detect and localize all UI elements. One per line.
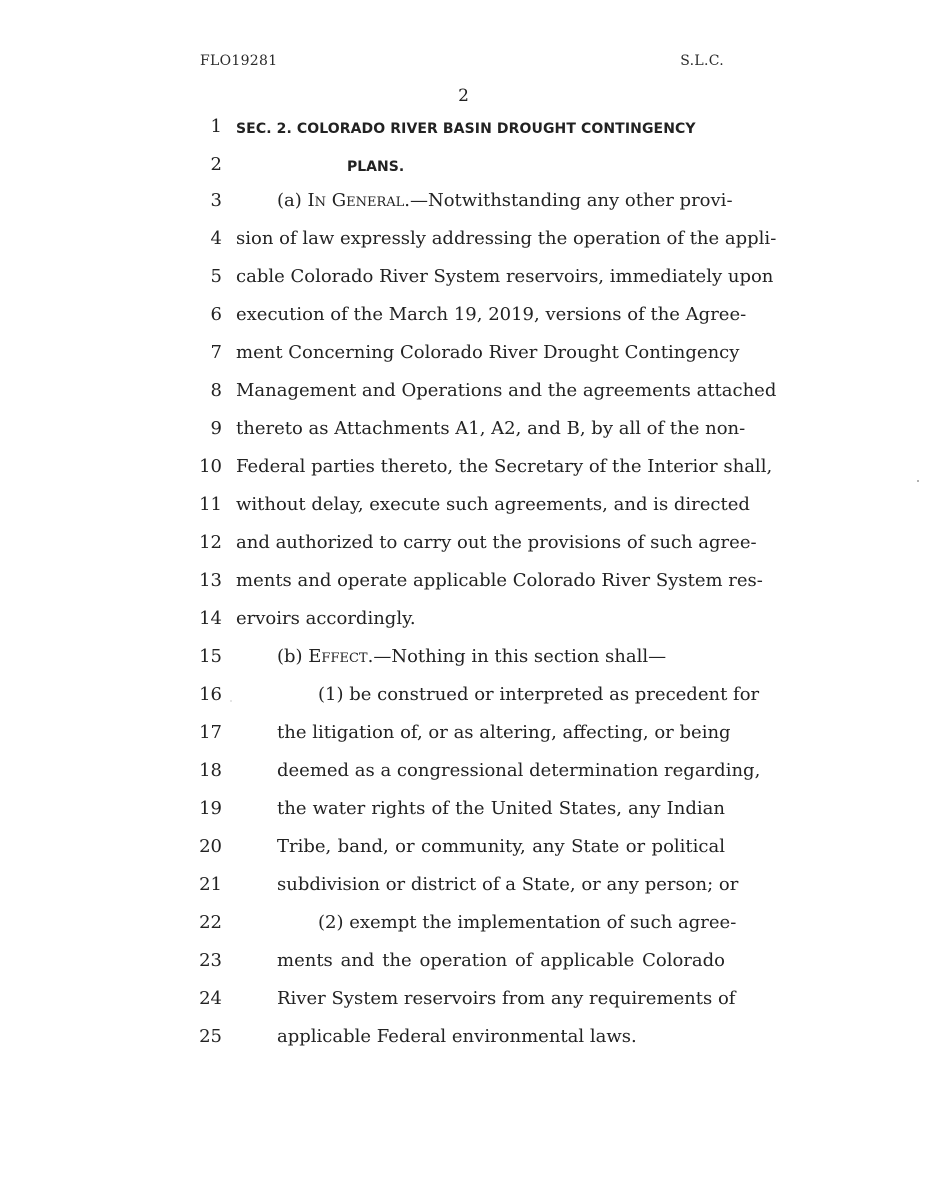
text-line [0, 912, 927, 950]
text-line [0, 456, 927, 494]
body-text: sion of law expressly addressing the operation of the appli- [236, 228, 777, 249]
text-line [0, 380, 927, 418]
line-number: 16 [199, 684, 222, 705]
text-line [0, 760, 927, 798]
line-number: 3 [210, 190, 222, 211]
line-number: 7 [210, 342, 222, 363]
line-number: 15 [199, 646, 222, 667]
text-line [0, 494, 927, 532]
line-number: 1 [210, 116, 222, 137]
subsection-a-label: (a) [277, 190, 308, 211]
subsection-b-start [277, 646, 666, 668]
text-line [0, 646, 927, 684]
paragraph-1-text: deemed as a congressional determination regarding, [277, 760, 761, 781]
body-text: ervoirs accordingly. [236, 608, 416, 629]
line-number: 12 [199, 532, 222, 553]
slc-marker: S.L.C. [680, 53, 724, 69]
document-id: FLO19281 [200, 53, 278, 69]
line-number: 11 [199, 494, 222, 515]
text-line [0, 154, 927, 192]
text-line [0, 228, 927, 266]
body-text: thereto as Attachments A1, A2, and B, by all of the non- [236, 418, 746, 439]
text-line [0, 836, 927, 874]
subsection-b-heading: Effect [308, 646, 368, 667]
paragraph-1-text: the litigation of, or as altering, affecting, or being [277, 722, 731, 743]
text-line [0, 116, 927, 154]
section-heading: SEC. 2. COLORADO RIVER BASIN DROUGHT CONTINGENCY [236, 121, 696, 137]
paragraph-2-text: River System reservoirs from any requirements of [277, 988, 736, 1009]
line-number: 25 [199, 1026, 222, 1047]
scan-speck [230, 700, 232, 702]
line-number: 23 [199, 950, 222, 971]
line-number: 20 [199, 836, 222, 857]
text-line [0, 418, 927, 456]
paragraph-1-text: Tribe, band, or community, any State or political [277, 836, 725, 857]
line-number: 6 [210, 304, 222, 325]
body-text: and authorized to carry out the provisions of such agree- [236, 532, 757, 553]
text-line [0, 190, 927, 228]
text-line [0, 342, 927, 380]
line-number: 17 [199, 722, 222, 743]
text-line [0, 874, 927, 912]
body-text: without delay, execute such agreements, and is directed [236, 494, 750, 515]
body-text: cable Colorado River System reservoirs, immediately upon [236, 266, 774, 287]
text-line [0, 304, 927, 342]
line-number: 2 [210, 154, 222, 175]
text-line [0, 722, 927, 760]
paragraph-1-text: the water rights of the United States, any Indian [277, 798, 725, 819]
line-number: 5 [210, 266, 222, 287]
subsection-a-heading: In General [307, 190, 405, 211]
body-text: ment Concerning Colorado River Drought Contingency [236, 342, 740, 363]
body-text: execution of the March 19, 2019, versions of the Agree- [236, 304, 747, 325]
paragraph-1-text: (1) be construed or interpreted as precedent for [318, 684, 760, 705]
paragraph-2-text: (2) exempt the implementation of such agree- [318, 912, 737, 933]
subsection-b-label: (b) [277, 646, 309, 667]
line-number: 13 [199, 570, 222, 591]
section-heading-continued: PLANS. [347, 159, 405, 175]
text-line [0, 532, 927, 570]
line-number: 8 [210, 380, 222, 401]
line-number: 9 [210, 418, 222, 439]
line-number: 18 [199, 760, 222, 781]
text-line [0, 266, 927, 304]
page-number: 2 [458, 86, 469, 106]
subsection-b-text: .—Nothing in this section shall— [367, 646, 667, 667]
line-number: 21 [199, 874, 222, 895]
text-line [0, 950, 927, 988]
body-text: Management and Operations and the agreements attached [236, 380, 777, 401]
text-line [0, 570, 927, 608]
line-number: 14 [199, 608, 222, 629]
subsection-a-start [277, 190, 733, 212]
paragraph-1-text: subdivision or district of a State, or any person; or [277, 874, 739, 895]
text-line [0, 1026, 927, 1064]
paragraph-2-text: ments and the operation of applicable Colorado [277, 950, 725, 971]
line-number: 22 [199, 912, 222, 933]
body-text: Federal parties thereto, the Secretary of the Interior shall, [236, 456, 773, 477]
text-line [0, 684, 927, 722]
body-text: ments and operate applicable Colorado River System res- [236, 570, 763, 591]
line-number: 10 [199, 456, 222, 477]
text-line [0, 988, 927, 1026]
line-number: 4 [210, 228, 222, 249]
text-line [0, 798, 927, 836]
text-line [0, 608, 927, 646]
line-number: 19 [199, 798, 222, 819]
line-number: 24 [199, 988, 222, 1009]
scan-speck [917, 480, 919, 482]
subsection-a-text: .—Notwithstanding any other provi- [404, 190, 733, 211]
paragraph-2-text: applicable Federal environmental laws. [277, 1026, 637, 1047]
